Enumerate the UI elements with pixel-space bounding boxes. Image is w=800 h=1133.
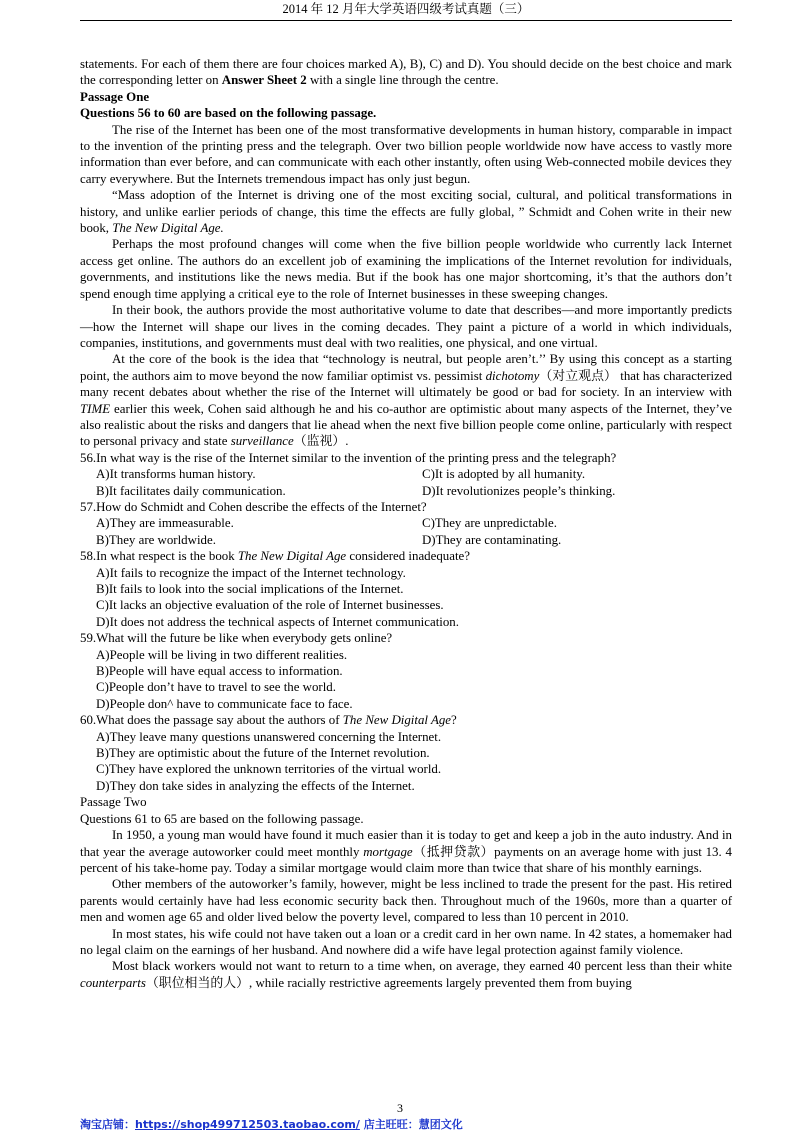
choices-57	[80, 515, 732, 548]
choice-b: B)It facilitates daily communication.	[96, 483, 286, 498]
footer	[80, 1116, 463, 1132]
choice-b: B)It fails to look into the social implications of the Internet.	[96, 582, 404, 596]
choices-56	[80, 466, 732, 499]
passage-one-paragraph: At the core of the book is the idea that “technology is neutral, but people aren’t.’’ By using this concept as a starting point, the authors aim to move beyond the now familiar optimist vs. pessimist dichotomy（对立观点） that has characterized many recent debates about whether the rise of the Internet will ultimately be good or bad for society. In an interview with TIME earlier this week, Cohen said although he and his co-author are optimistic about many aspects of the Internet, they’ve also realistic about the risks and dangers that lie ahead when the next five billion people come online, particularly with respect to personal privacy and state surveillance（监视）.	[80, 352, 733, 449]
choice-b: B)They are worldwide.	[96, 532, 216, 547]
passage-two-paragraph: Most black workers would not want to return to a time when, on average, they earned 40 percent less than their white counterparts（职位相当的人）, while racially restrictive agreements largely prevented them from buying	[80, 959, 732, 990]
choice-a: A)They are immeasurable.	[96, 516, 234, 531]
question-58: 58.In what respect is the book The New Digital Age considered inadequate?	[80, 549, 470, 564]
page-header: 2014 年 12 月年大学英语四级考试真题（三）	[80, 0, 732, 21]
passage-two-paragraph: In most states, his wife could not have taken out a loan or a credit card in her own name. In 42 states, a homemaker had no legal claim on the earnings of her husband. And nowhere did a wife have legal protection against family violence.	[80, 926, 732, 957]
choice-c: C)They are unpredictable.	[422, 516, 557, 531]
choice-d: D)People don^ have to communicate face to face.	[96, 696, 353, 711]
passage-one-paragraph: In their book, the authors provide the most authoritative volume to date that describes—and more importantly predicts—how the Internet will shape our lives in the coming decades. They paint a picture of a world in which individuals, companies, institutions, and governments must deal with two realities, one physical, and one virtual.	[80, 303, 732, 350]
choice-d: D)They are contaminating.	[422, 532, 562, 547]
choice-a: A)They leave many questions unanswered concerning the Internet.	[96, 729, 442, 744]
choice-c: C)People don’t have to travel to see the world.	[96, 680, 336, 695]
passage-two-subtitle: Questions 61 to 65 are based on the following passage.	[80, 811, 364, 826]
question-60: 60.What does the passage say about the authors of The New Digital Age?	[80, 713, 457, 728]
choice-d: D)It revolutionizes people’s thinking.	[422, 483, 616, 498]
choice-a: A)People will be living in two different realities.	[96, 647, 348, 662]
choice-c: C)It lacks an objective evaluation of the role of Internet businesses.	[96, 598, 444, 613]
footer-shop-link[interactable]: https://shop499712503.taobao.com/	[135, 1118, 360, 1131]
footer-owner: 店主旺旺：慧团文化	[359, 1118, 463, 1131]
instructions: statements. For each of them there are four choices marked A), B), C) and D). You should decide on the best choice and mark the corresponding letter on Answer Sheet 2 with a single line through the centre.	[80, 57, 732, 88]
choice-c: C)It is adopted by all humanity.	[422, 467, 586, 482]
passage-two-paragraph: Other members of the autoworker’s family, however, might be less inclined to trade the present for the past. His retired parents would certainly have had less economic security back then. Throughout much of the 1960s, more than a quarter of men and women age 65 and older lived below the poverty level, compared to less than 10 percent in 2010.	[80, 877, 732, 925]
question-57: 57.How do Schmidt and Cohen describe the effects of the Internet?	[80, 499, 427, 514]
choice-d: D)It does not address the technical aspects of Internet communication.	[96, 614, 459, 629]
choice-a: A)It transforms human history.	[96, 467, 256, 482]
choice-b: B)They are optimistic about the future of the Internet revolution.	[96, 746, 430, 761]
page-number: 3	[397, 1101, 403, 1115]
choice-c: C)They have explored the unknown territories of the virtual world.	[96, 762, 442, 777]
passage-one-title: Passage One	[80, 89, 150, 104]
passage-two-title: Passage Two	[80, 795, 147, 810]
passage-two-paragraph: In 1950, a young man would have found it much easier than it is today to get and keep a job in the auto industry. And in that year the average autoworker could meet monthly mortgage（抵押贷款）payments on an average home with just 13. 4 percent of his take-home pay. Today a similar mortgage would claim more than twice that share of his monthly earnings.	[80, 828, 732, 875]
passage-one-paragraph: The rise of the Internet has been one of the most transformative developments in human history, comparable in impact to the invention of the printing press and the telegraph. Over two billion people worldwide now have access to vastly more information than ever before, and can communicate with each other instantly, often using Web-connected mobile devices they carry everywhere. But the Internets tremendous impact has only just begun.	[80, 122, 732, 186]
footer-shop-label: 淘宝店铺：	[80, 1118, 135, 1131]
question-59: 59.What will the future be like when everybody gets online?	[80, 631, 393, 646]
document-body	[80, 56, 732, 991]
passage-one-paragraph: “Mass adoption of the Internet is driving one of the most exciting social, cultural, and political transformations in history, and unlike earlier periods of change, this time the effects are fully global, ” Schmidt and Cohen write in their new book, The New Digital Age.	[80, 188, 732, 236]
choice-b: B)People will have equal access to information.	[96, 664, 343, 679]
passage-one-subtitle: Questions 56 to 60 are based on the following passage.	[80, 106, 377, 121]
question-56: 56.In what way is the rise of the Internet similar to the invention of the printing press and the telegraph?	[80, 450, 617, 465]
choice-a: A)It fails to recognize the impact of the Internet technology.	[96, 565, 406, 580]
choice-d: D)They don take sides in analyzing the effects of the Internet.	[96, 778, 415, 793]
passage-one-paragraph: Perhaps the most profound changes will come when the five billion people worldwide who currently lack Internet access get online. The authors do an excellent job of examining the implications of the Internet revolution for individuals, governments, and institutions like the news media. But if the book has one major shortcoming, it’s that the authors don’t spend enough time applying a critical eye to the role of Internet businesses in these sweeping changes.	[80, 237, 732, 301]
